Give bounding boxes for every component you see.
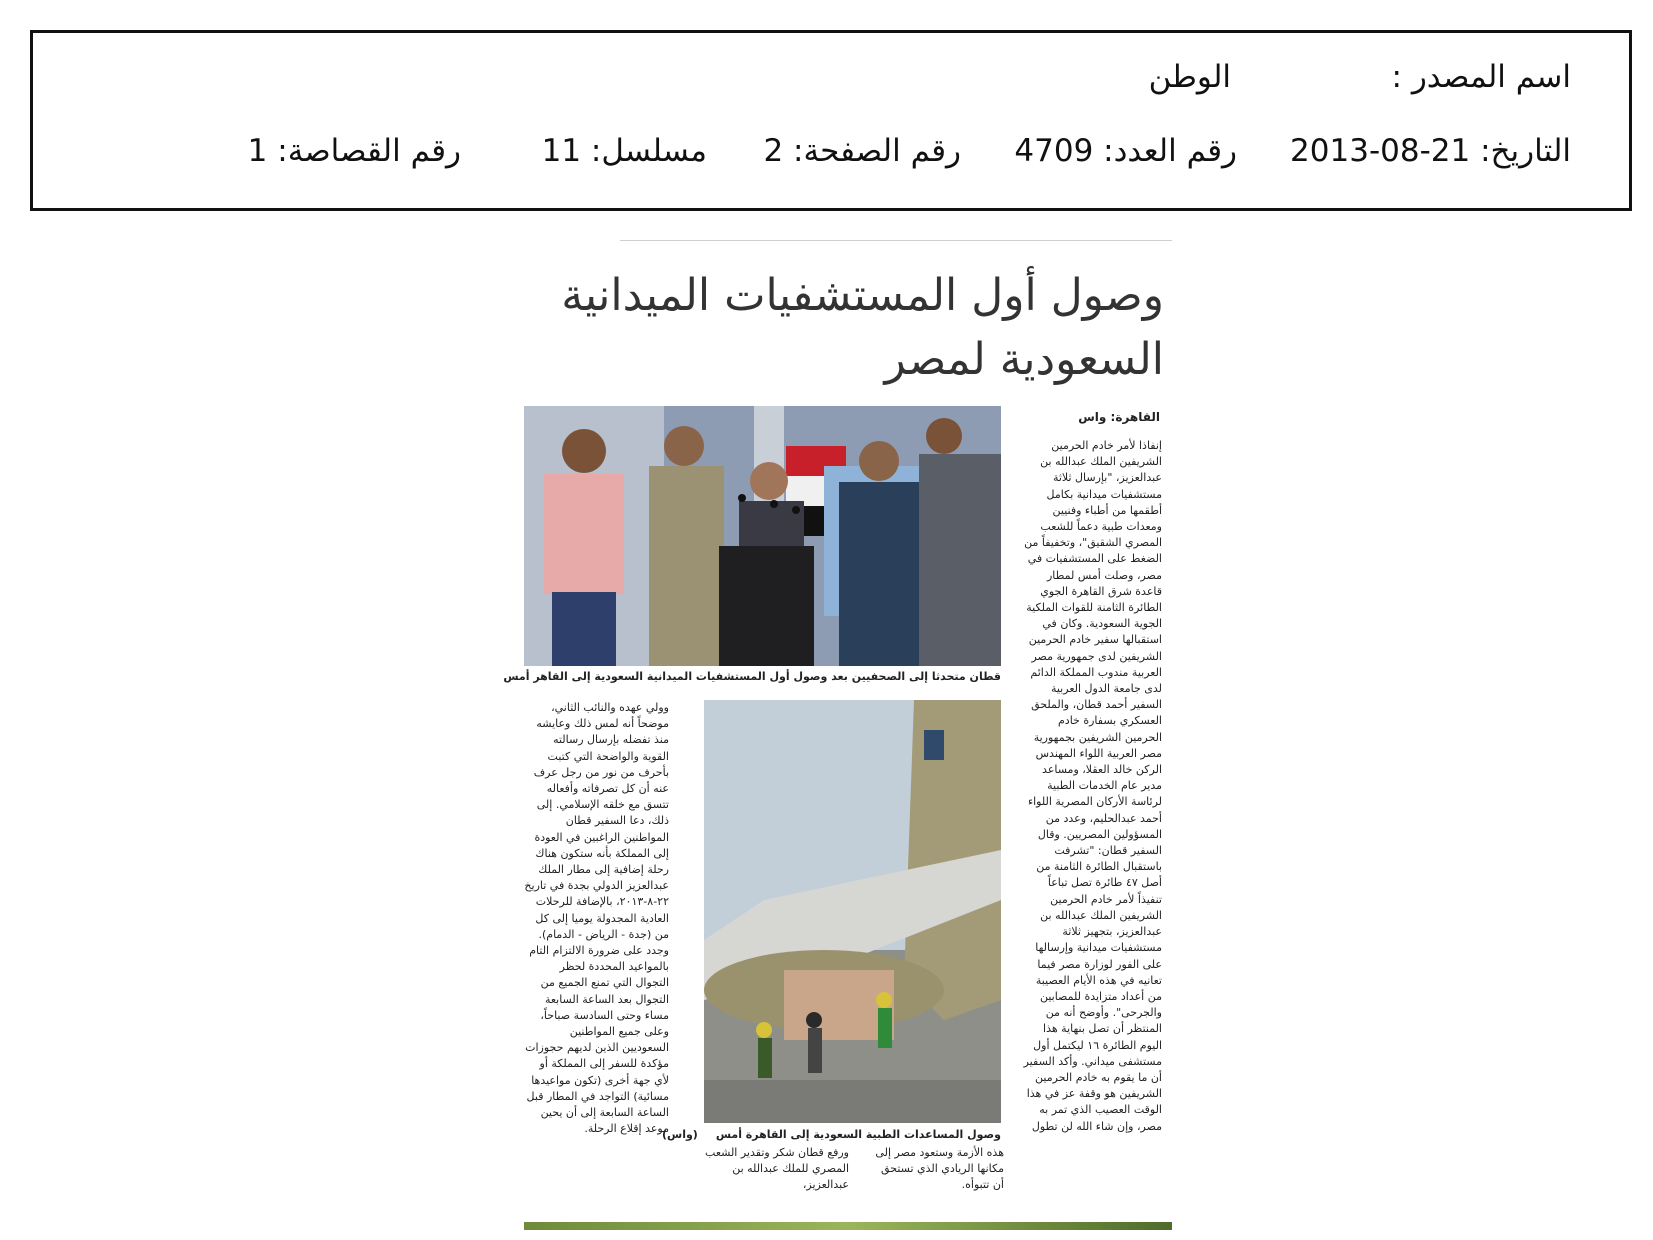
article-column-right: إنفاذا لأمر خادم الحرمين الشريفين الملك عبدالله بن عبدالعزيز، "بإرسال ثلاثة مستشفيات ميدانية بكامل أطقمها من أطباء وفنيين ومعدات طبية دعماً للشعب المصري الشقيق"، وتخفيفاً من الضغط على المستشفيات في مصر، وصلت أمس لمطار قاعدة شرق القاهرة الجوي الطائرة الثامنة للقوات الملكية الجوية السعودية. وكان في استقبالها سفير خادم الحرمين الشريفين لدى جمهورية مصر العربية مندوب المملكة الدائم لدى جامعة الدول العربية السفير أحمد قطان، والملحق العسكري بسفارة خادم الحرمين الشريفين بجمهورية مصر العربية اللواء المهندس الركن خالد العقلا، ومساعد مدير عام الخدمات الطبية لرئاسة الأركان المصرية اللواء أحمد عبدالحليم، وعدد من المسؤولين المصريين. وقال السفير قطان: "تشرفت باستقبال الطائرة الثامنة من أصل ٤٧ طائرة تصل تباعاً تنفيذاً لأمر خادم الحرمين الشريفين الملك عبدالله بن عبدالعزيز، بتجهيز ثلاثة مستشفيات ميدانية وإرسالها على الفور لوزارة مصر فيما تعانيه في هذه الأيام العصيبة من أعداد متزايدة للمصابين والجرحى". وأوضح أنه من المنتظر أن تصل بنهاية هذا اليوم الطائرة ١٦ ليكتمل أول مستشفى ميداني. وأكد السفير أن ما يقوم به خادم الحرمين الشريفين هو وقفة عز في هذا الوقت العصيب الذي تمر به مصر، وإن شاء الله لن تطول bbox=[1023, 439, 1162, 1133]
bottom-photo-caption bbox=[661, 1128, 1001, 1141]
article-column-left: وولي عهده والنائب الثاني، موضحاً أنه لمس ذلك وعايشه منذ تفضله بإرسال رسالته القوية والواضحة التي كتبت بأحرف من نور من رجل عرف عنه أن كل تصرفاته وأفعاله تتسق مع خلقه الإسلامي. إلى ذلك، دعا السفير قطان المواطنين الراغبين في العودة إلى المملكة بأنه ستكون هناك رحلة إضافية إلى مطار الملك عبدالعزيز الدولي بجدة في تاريخ ٢٢-٨-٢٠١٣، بالإضافة للرحلات العادية المجدولة يوميا إلى كل من (جدة - الرياض - الدمام). وجدد على ضرورة الالتزام التام بالمواعيد المحددة لحظر التجوال التي تمنع الجميع من التجوال بعد الساعة السابعة مساء وحتى السادسة صباحاً، وعلى جميع المواطنين السعوديين الذين لديهم حجوزات مؤكدة للسفر إلى المملكة أو لأي جهة أخرى (تكون مواعيدها مسائية) التواجد في المطار قبل الساعة السابعة إلى أن يحين موعد إقلاع الرحلة. bbox=[524, 701, 669, 1136]
page-number-field: رقم الصفحة: 2 bbox=[763, 133, 961, 169]
source-label: اسم المصدر : bbox=[1391, 59, 1571, 95]
article-dateline: القاهرة: واس bbox=[1078, 410, 1160, 424]
next-photo-strip bbox=[524, 1222, 1172, 1230]
press-conference-photo bbox=[524, 406, 1001, 666]
photo-credit: (واس) bbox=[661, 1128, 698, 1141]
clipping-info-box bbox=[30, 30, 1632, 211]
source-value: الوطن bbox=[1148, 59, 1231, 95]
aircraft-unloading-photo bbox=[704, 700, 1001, 1123]
article-headline: وصول أول المستشفيات الميدانية السعودية لمصر bbox=[561, 270, 1164, 385]
newspaper-article bbox=[503, 240, 1172, 1230]
article-column-bottom-b: ورفع قطان شكر وتقدير الشعب المصري للملك عبدالله بن عبدالعزيز، bbox=[705, 1146, 849, 1192]
date-field: التاريخ: 21-08-2013 bbox=[1290, 133, 1571, 169]
clip-number-field: رقم القصاصة: 1 bbox=[247, 133, 461, 169]
serial-field: مسلسل: 11 bbox=[541, 133, 707, 169]
article-column-bottom-a: هذه الأزمة وستعود مصر إلى مكانها الريادي الذي تستحق أن تتبوأه. bbox=[875, 1146, 1004, 1192]
issue-number-field: رقم العدد: 4709 bbox=[1014, 133, 1237, 169]
top-photo-caption: قطان متحدثا إلى الصحفيين بعد وصول أول المستشفيات الميدانية السعودية إلى القاهر أمس bbox=[503, 670, 1001, 683]
top-rule bbox=[620, 240, 1172, 241]
bottom-caption-text: وصول المساعدات الطبية السعودية إلى القاهرة أمس bbox=[715, 1128, 1001, 1141]
